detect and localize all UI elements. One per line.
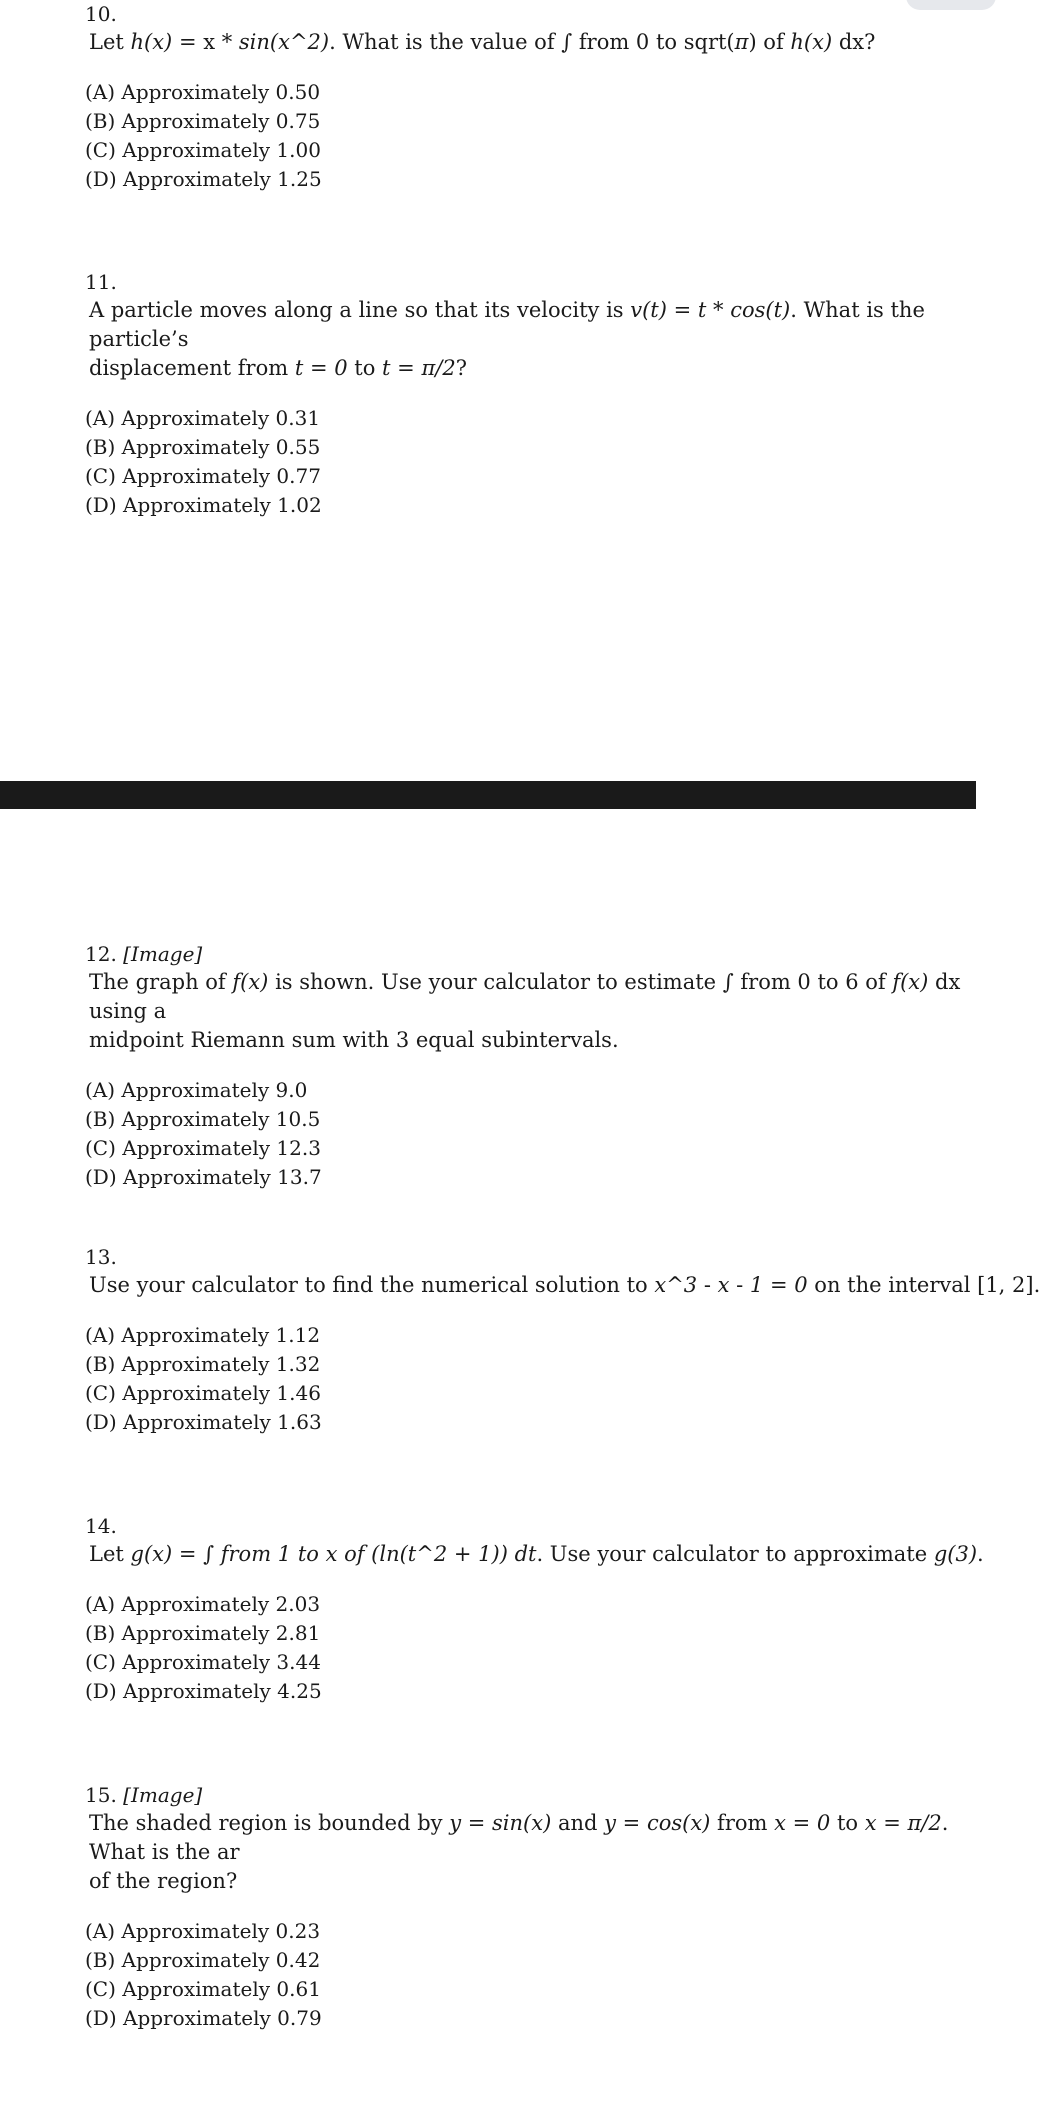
question-stem: A particle moves along a line so that its velocity is v(t) = t * cos(t). What is the particle’s displacement from t = 0 to t = π/2? — [89, 298, 925, 380]
option-a[interactable]: (A) Approximately 1.12 — [85, 1323, 321, 1347]
option-b[interactable]: (B) Approximately 0.55 — [85, 435, 321, 459]
question-number: 15. [Image] — [85, 1783, 203, 1807]
option-b[interactable]: (B) Approximately 0.42 — [85, 1948, 321, 1972]
option-d[interactable]: (D) Approximately 1.02 — [85, 493, 322, 517]
option-c[interactable]: (C) Approximately 12.3 — [85, 1136, 321, 1160]
answer-options — [85, 1076, 976, 1192]
answer-options — [85, 1590, 976, 1706]
option-d[interactable]: (D) Approximately 0.79 — [85, 2006, 322, 2030]
question-number: 13. — [85, 1245, 117, 1269]
option-c[interactable]: (C) Approximately 1.46 — [85, 1381, 321, 1405]
option-b[interactable]: (B) Approximately 2.81 — [85, 1621, 321, 1645]
option-c[interactable]: (C) Approximately 0.61 — [85, 1977, 321, 2001]
option-a[interactable]: (A) Approximately 2.03 — [85, 1592, 321, 1616]
option-b[interactable]: (B) Approximately 0.75 — [85, 109, 321, 133]
question-number: 10. — [85, 2, 117, 26]
option-a[interactable]: (A) Approximately 9.0 — [85, 1078, 308, 1102]
page-divider-bar — [0, 781, 976, 809]
question-number: 11. — [85, 270, 117, 294]
answer-options — [85, 1917, 976, 2033]
answer-options — [85, 1321, 976, 1437]
question-stem: Let g(x) = ∫ from 1 to x of (ln(t^2 + 1)) dt. Use your calculator to approximate g(3). — [89, 1542, 984, 1566]
question-14 — [85, 1512, 984, 1706]
option-d[interactable]: (D) Approximately 4.25 — [85, 1679, 322, 1703]
image-tag: [Image] — [123, 1783, 203, 1807]
option-a[interactable]: (A) Approximately 0.50 — [85, 80, 321, 104]
question-stem: The shaded region is bounded by y = sin(x) and y = cos(x) from x = 0 to x = π/2. What is the ar of the region? — [89, 1811, 949, 1893]
option-a[interactable]: (A) Approximately 0.31 — [85, 406, 321, 430]
question-13 — [85, 1243, 1040, 1437]
option-c[interactable]: (C) Approximately 0.77 — [85, 464, 321, 488]
question-10 — [85, 0, 976, 194]
question-number: 12. [Image] — [85, 942, 203, 966]
option-d[interactable]: (D) Approximately 1.25 — [85, 167, 322, 191]
option-c[interactable]: (C) Approximately 1.00 — [85, 138, 321, 162]
image-tag: [Image] — [123, 942, 203, 966]
question-stem: The graph of f(x) is shown. Use your calculator to estimate ∫ from 0 to 6 of f(x) dx using a midpoint Riemann sum with 3 equal subintervals. — [89, 970, 961, 1052]
option-a[interactable]: (A) Approximately 0.23 — [85, 1919, 321, 1943]
answer-options — [85, 78, 976, 194]
option-b[interactable]: (B) Approximately 10.5 — [85, 1107, 321, 1131]
question-stem: Use your calculator to find the numerical solution to x^3 - x - 1 = 0 on the interval [1, 2]. — [89, 1273, 1040, 1297]
answer-options — [85, 404, 976, 520]
option-b[interactable]: (B) Approximately 1.32 — [85, 1352, 321, 1376]
question-11 — [85, 268, 976, 520]
question-15 — [85, 1781, 976, 2033]
option-d[interactable]: (D) Approximately 13.7 — [85, 1165, 322, 1189]
option-d[interactable]: (D) Approximately 1.63 — [85, 1410, 322, 1434]
question-stem: Let h(x) = x * sin(x^2). What is the value of ∫ from 0 to sqrt(π) of h(x) dx? — [89, 30, 876, 54]
option-c[interactable]: (C) Approximately 3.44 — [85, 1650, 321, 1674]
question-number: 14. — [85, 1514, 117, 1538]
question-12 — [85, 940, 976, 1192]
